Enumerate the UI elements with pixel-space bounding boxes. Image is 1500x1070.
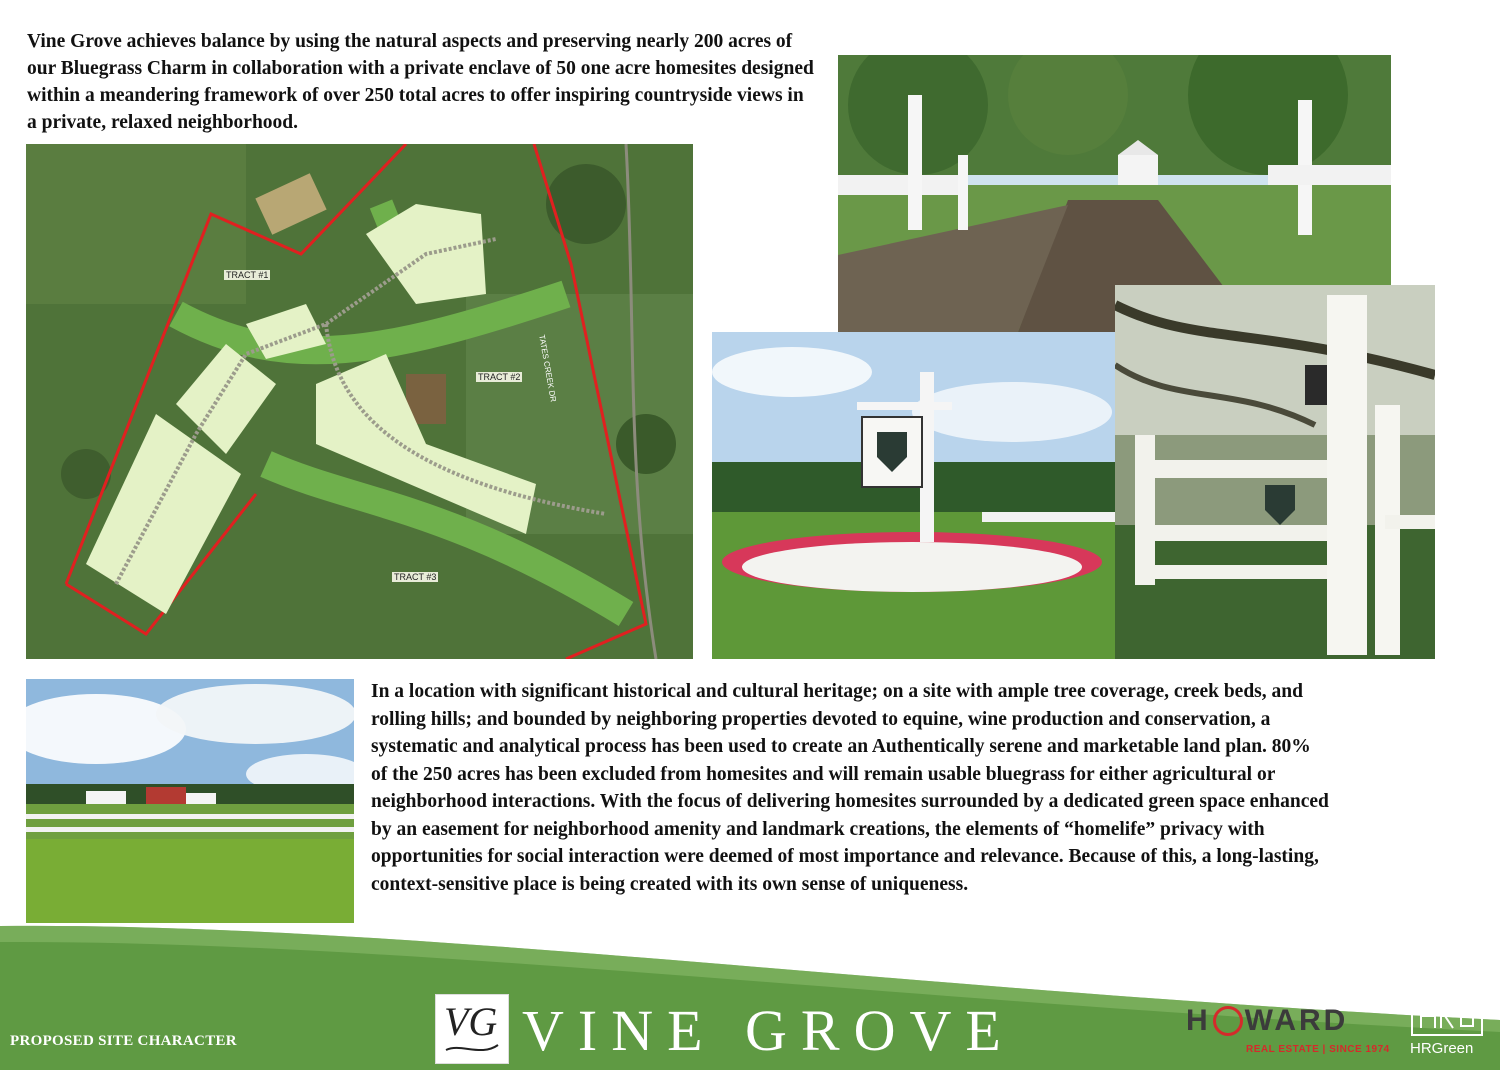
- gate-detail-photo: [1115, 285, 1435, 659]
- howard-real-estate-logo: [1186, 1004, 1390, 1060]
- hrg-mark-icon: [1411, 996, 1483, 1036]
- howard-o-icon: [1213, 1006, 1243, 1036]
- vine-grove-wordmark: VINE GROVE: [522, 998, 1015, 1063]
- tract-2-label: TRACT #2: [478, 372, 521, 382]
- howard-tagline: REAL ESTATE | SINCE 1974: [1246, 1044, 1390, 1055]
- farm-landscape-photo: [26, 679, 354, 923]
- howard-letter-h: H: [1186, 1004, 1211, 1037]
- tract-3-label: TRACT #3: [394, 572, 437, 582]
- hrgreen-logo: [1408, 996, 1488, 1060]
- site-plan-map: [26, 144, 693, 659]
- body-paragraph: In a location with significant historical and cultural heritage; on a site with ample tree coverage, creek beds, and rolling hills; and bounded by neighboring properties devoted to equine, wine production and conservation, a systematic and analytical process has been used to create an Authentically serene and marketable land plan. 80% of the 250 acres has been excluded from homesites and will remain usable bluegrass for either agricultural or neighborhood interactions. With the focus of delivering homesites surrounded by a dedicated green space enhanced by an easement for neighborhood amenity and landmark creations, the elements of “homelife” privacy with opportunities for social interaction were deemed of most importance and relevance. Because of this, a long-lasting, context-sensitive place is being created with its own sense of uniqueness.: [371, 681, 1329, 895]
- entry-sign-photo: [712, 332, 1115, 659]
- hrgreen-text: HRGreen: [1410, 1040, 1474, 1057]
- footer-caption: PROPOSED SITE CHARACTER: [10, 1033, 237, 1049]
- intro-paragraph: Vine Grove achieves balance by using the natural aspects and preserving nearly 200 acres of our Bluegrass Charm in collaboration with a private enclave of 50 one acre homesites designed within a meandering framework of over 250 total acres to offer inspiring countryside views in a private, relaxed neighborhood.: [27, 31, 814, 133]
- vine-grove-monogram-logo: [435, 994, 509, 1064]
- monogram-letters: VG: [444, 999, 498, 1044]
- tract-1-label: TRACT #1: [226, 270, 269, 280]
- road-label: TATES CREEK DR: [537, 334, 558, 403]
- howard-letters-ward: WARD: [1244, 1004, 1349, 1037]
